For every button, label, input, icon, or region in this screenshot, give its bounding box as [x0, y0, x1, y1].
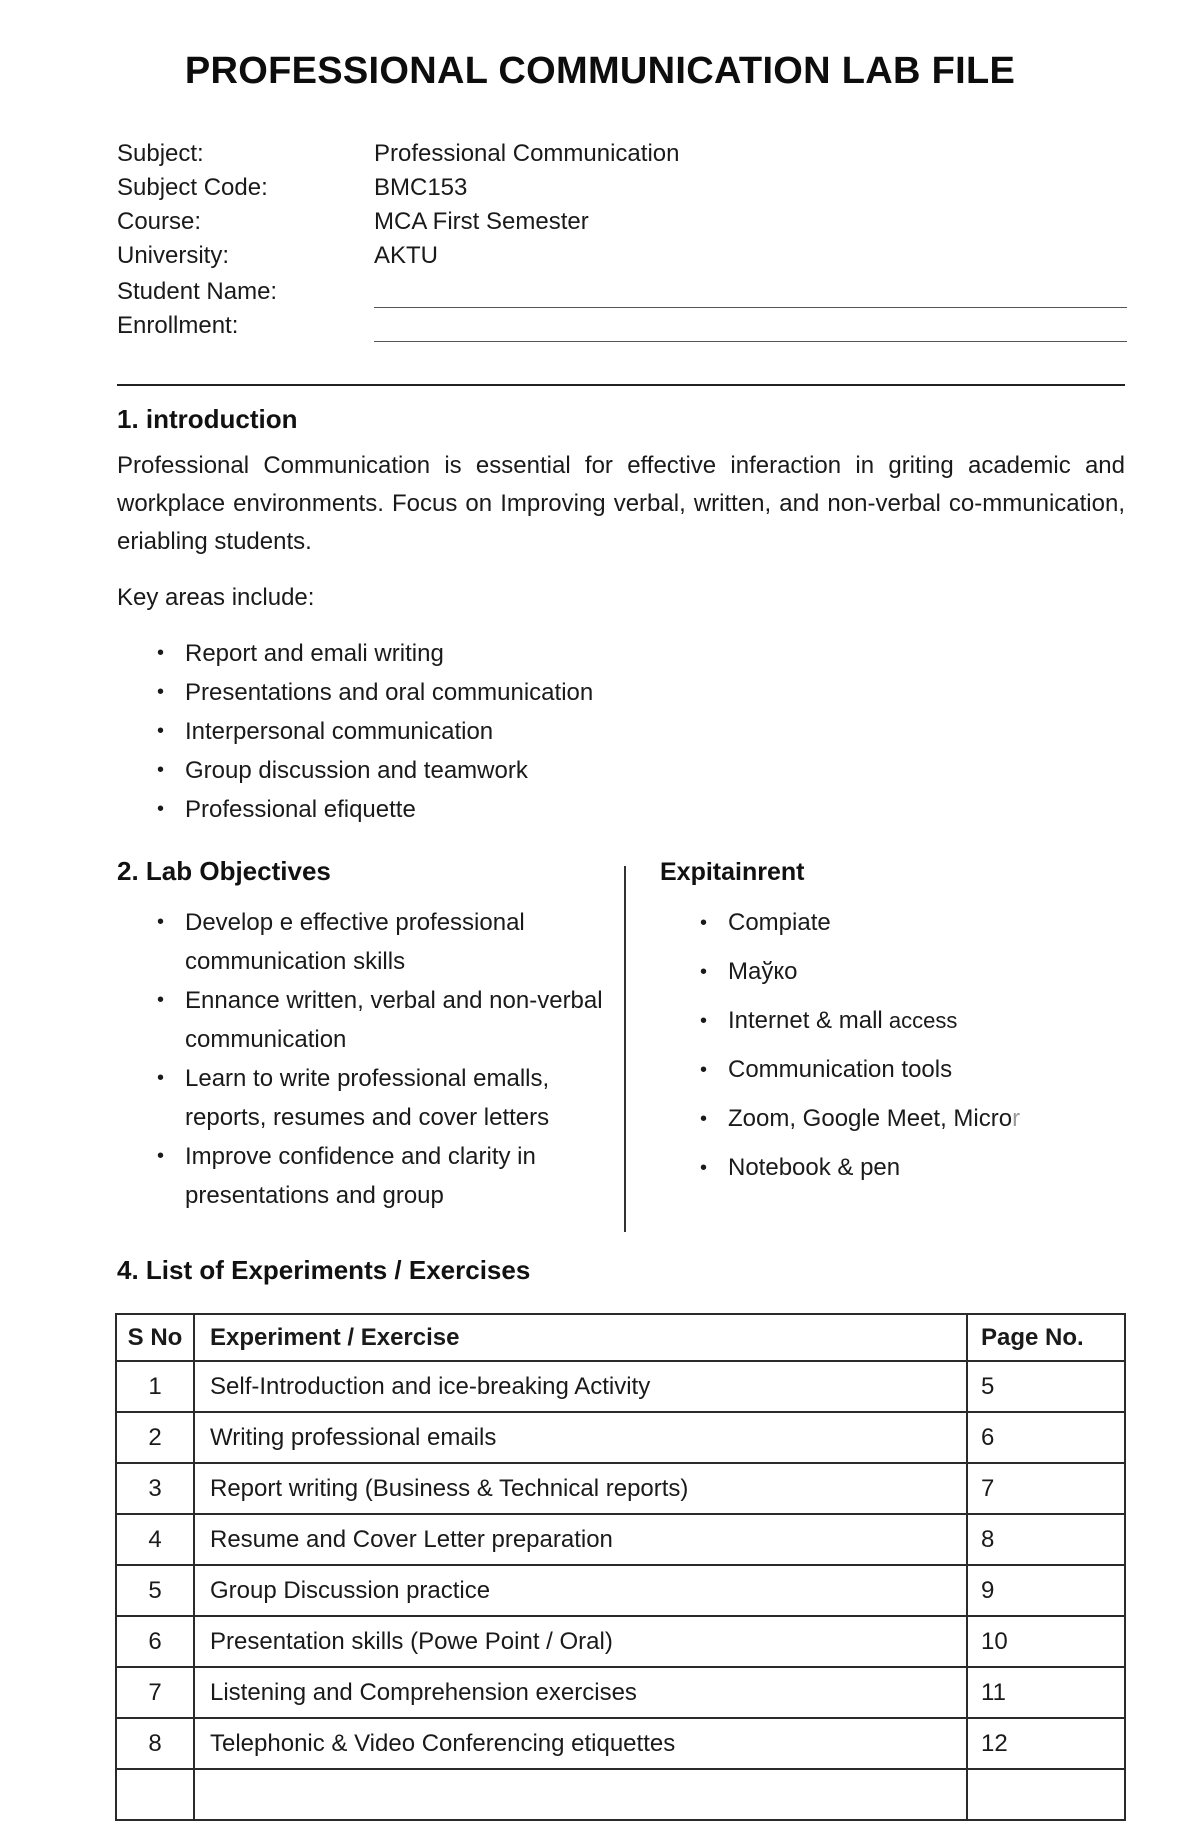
bullet-icon: •: [157, 681, 165, 703]
meta-row-subject-code: [117, 174, 1127, 208]
enrollment-blank-line[interactable]: [374, 341, 1127, 342]
cell-page: 12: [967, 1718, 1125, 1769]
bullet-icon: •: [700, 912, 708, 934]
table-row: [116, 1616, 1125, 1667]
student-name-blank-line[interactable]: [374, 307, 1127, 308]
table-row: [116, 1565, 1125, 1616]
meta-value: BMC153: [374, 174, 468, 201]
list-item: • Professional efiquette: [185, 790, 593, 829]
introduction-paragraph: Professional Communication is essential for effective inferaction in griting academic and workplace environments. Focus on Improving verbal, written, and non-verbal co-mmunication, eriabling students.: [117, 452, 1125, 555]
cell-page: 9: [967, 1565, 1125, 1616]
cell-sno: 4: [116, 1514, 194, 1565]
cell-sno: 2: [116, 1412, 194, 1463]
cell-page: 10: [967, 1616, 1125, 1667]
bullet-icon: •: [700, 1157, 708, 1179]
table-row: [116, 1514, 1125, 1565]
meta-value: MCA First Semester: [374, 208, 589, 235]
experiments-table: [115, 1313, 1126, 1821]
list-item: • Zoom, Google Meet, Micror: [728, 1101, 1148, 1137]
cell-page: 7: [967, 1463, 1125, 1514]
cell-sno: 6: [116, 1616, 194, 1667]
cell-page: 11: [967, 1667, 1125, 1718]
bullet-icon: •: [157, 911, 165, 933]
cell-sno: [116, 1769, 194, 1820]
table-row: [116, 1361, 1125, 1412]
bullet-icon: •: [157, 642, 165, 664]
table-header-row: [116, 1314, 1125, 1361]
cell-experiment: Listening and Comprehension exercises: [194, 1667, 967, 1718]
meta-label: University:: [117, 242, 230, 269]
introduction-heading: 1. introduction: [117, 404, 298, 434]
table-row: [116, 1718, 1125, 1769]
list-item: • Mаўко: [728, 954, 1148, 990]
cell-page: 6: [967, 1412, 1125, 1463]
cell-experiment: Resume and Cover Letter preparation: [194, 1514, 967, 1565]
bullet-icon: •: [700, 1059, 708, 1081]
lab-objectives-list: [157, 903, 625, 1215]
bullet-icon: •: [157, 989, 165, 1011]
key-areas-list: [157, 634, 594, 829]
list-item: • Compiate: [728, 905, 1148, 941]
column-header-page: Page No.: [967, 1314, 1125, 1361]
equipment-heading: Expitainrent: [660, 858, 805, 886]
bullet-icon: •: [700, 1010, 708, 1032]
meta-label: Enrollment:: [117, 312, 239, 339]
meta-row-subject: [117, 140, 1127, 174]
meta-row-university: [117, 242, 1127, 278]
document-title: PROFESSIONAL COMMUNICATION LAB FILE: [184, 50, 1016, 92]
table-row: [116, 1667, 1125, 1718]
bullet-icon: •: [157, 759, 165, 781]
meta-row-enrollment: [117, 312, 1127, 346]
bullet-icon: •: [700, 961, 708, 983]
list-item: • Ennance written, verbal and non-verbal communication: [185, 981, 625, 1059]
key-areas-label: Key areas include:: [117, 584, 315, 611]
cell-sno: 1: [116, 1361, 194, 1412]
cell-page: 8: [967, 1514, 1125, 1565]
cell-experiment: Report writing (Business & Technical reports): [194, 1463, 967, 1514]
list-item: • Report and emali writing: [185, 634, 593, 673]
cell-page: [967, 1769, 1125, 1820]
horizontal-divider: [117, 384, 1125, 386]
meta-label: Student Name:: [117, 278, 278, 305]
bullet-icon: •: [157, 1067, 165, 1089]
list-item: • Notebook & pen: [728, 1150, 1148, 1186]
cell-experiment: Writing professional emails: [194, 1412, 967, 1463]
cell-experiment: [194, 1769, 967, 1820]
list-item: • Presentations and oral communication: [185, 673, 593, 712]
meta-value: Professional Communication: [374, 140, 680, 167]
list-item: • Interpersonal communication: [185, 712, 593, 751]
bullet-icon: •: [157, 720, 165, 742]
table-row: [116, 1769, 1125, 1820]
meta-label: Subject:: [117, 140, 204, 167]
cell-sno: 5: [116, 1565, 194, 1616]
meta-row-course: [117, 208, 1127, 242]
cell-page: 5: [967, 1361, 1125, 1412]
column-header-experiment: Experiment / Exercise: [194, 1314, 967, 1361]
list-item: • Learn to write professional emalls, reports, resumes and cover letters: [185, 1059, 625, 1137]
bullet-icon: •: [157, 1145, 165, 1167]
meta-label: Course:: [117, 208, 202, 235]
meta-info-block: [117, 140, 1127, 346]
list-item: • Communication tools: [728, 1052, 1148, 1088]
meta-label: Subject Code:: [117, 174, 268, 201]
list-item: • Internet & mall access: [728, 1003, 1148, 1039]
cell-experiment: Telephonic & Video Conferencing etiquettes: [194, 1718, 967, 1769]
cell-experiment: Self-Introduction and ice-breaking Activity: [194, 1361, 967, 1412]
table-row: [116, 1412, 1125, 1463]
equipment-list: [700, 905, 1148, 1199]
column-divider: [624, 866, 626, 1232]
list-item: • Group discussion and teamwork: [185, 751, 593, 790]
meta-row-student-name: [117, 278, 1127, 312]
list-item: • Improve confidence and clarity in presentations and group: [185, 1137, 625, 1215]
lab-objectives-heading: 2. Lab Objectives: [117, 856, 331, 886]
cell-sno: 8: [116, 1718, 194, 1769]
cell-sno: 3: [116, 1463, 194, 1514]
table-row: [116, 1463, 1125, 1514]
cell-experiment: Group Discussion practice: [194, 1565, 967, 1616]
cell-experiment: Presentation skills (Powe Point / Oral): [194, 1616, 967, 1667]
meta-value: AKTU: [374, 242, 439, 269]
list-item: • Develop e effective professional communication skills: [185, 903, 625, 981]
bullet-icon: •: [157, 798, 165, 820]
experiments-heading: 4. List of Experiments / Exercises: [117, 1255, 531, 1285]
column-header-sno: S No: [116, 1314, 194, 1361]
cell-sno: 7: [116, 1667, 194, 1718]
bullet-icon: •: [700, 1108, 708, 1130]
